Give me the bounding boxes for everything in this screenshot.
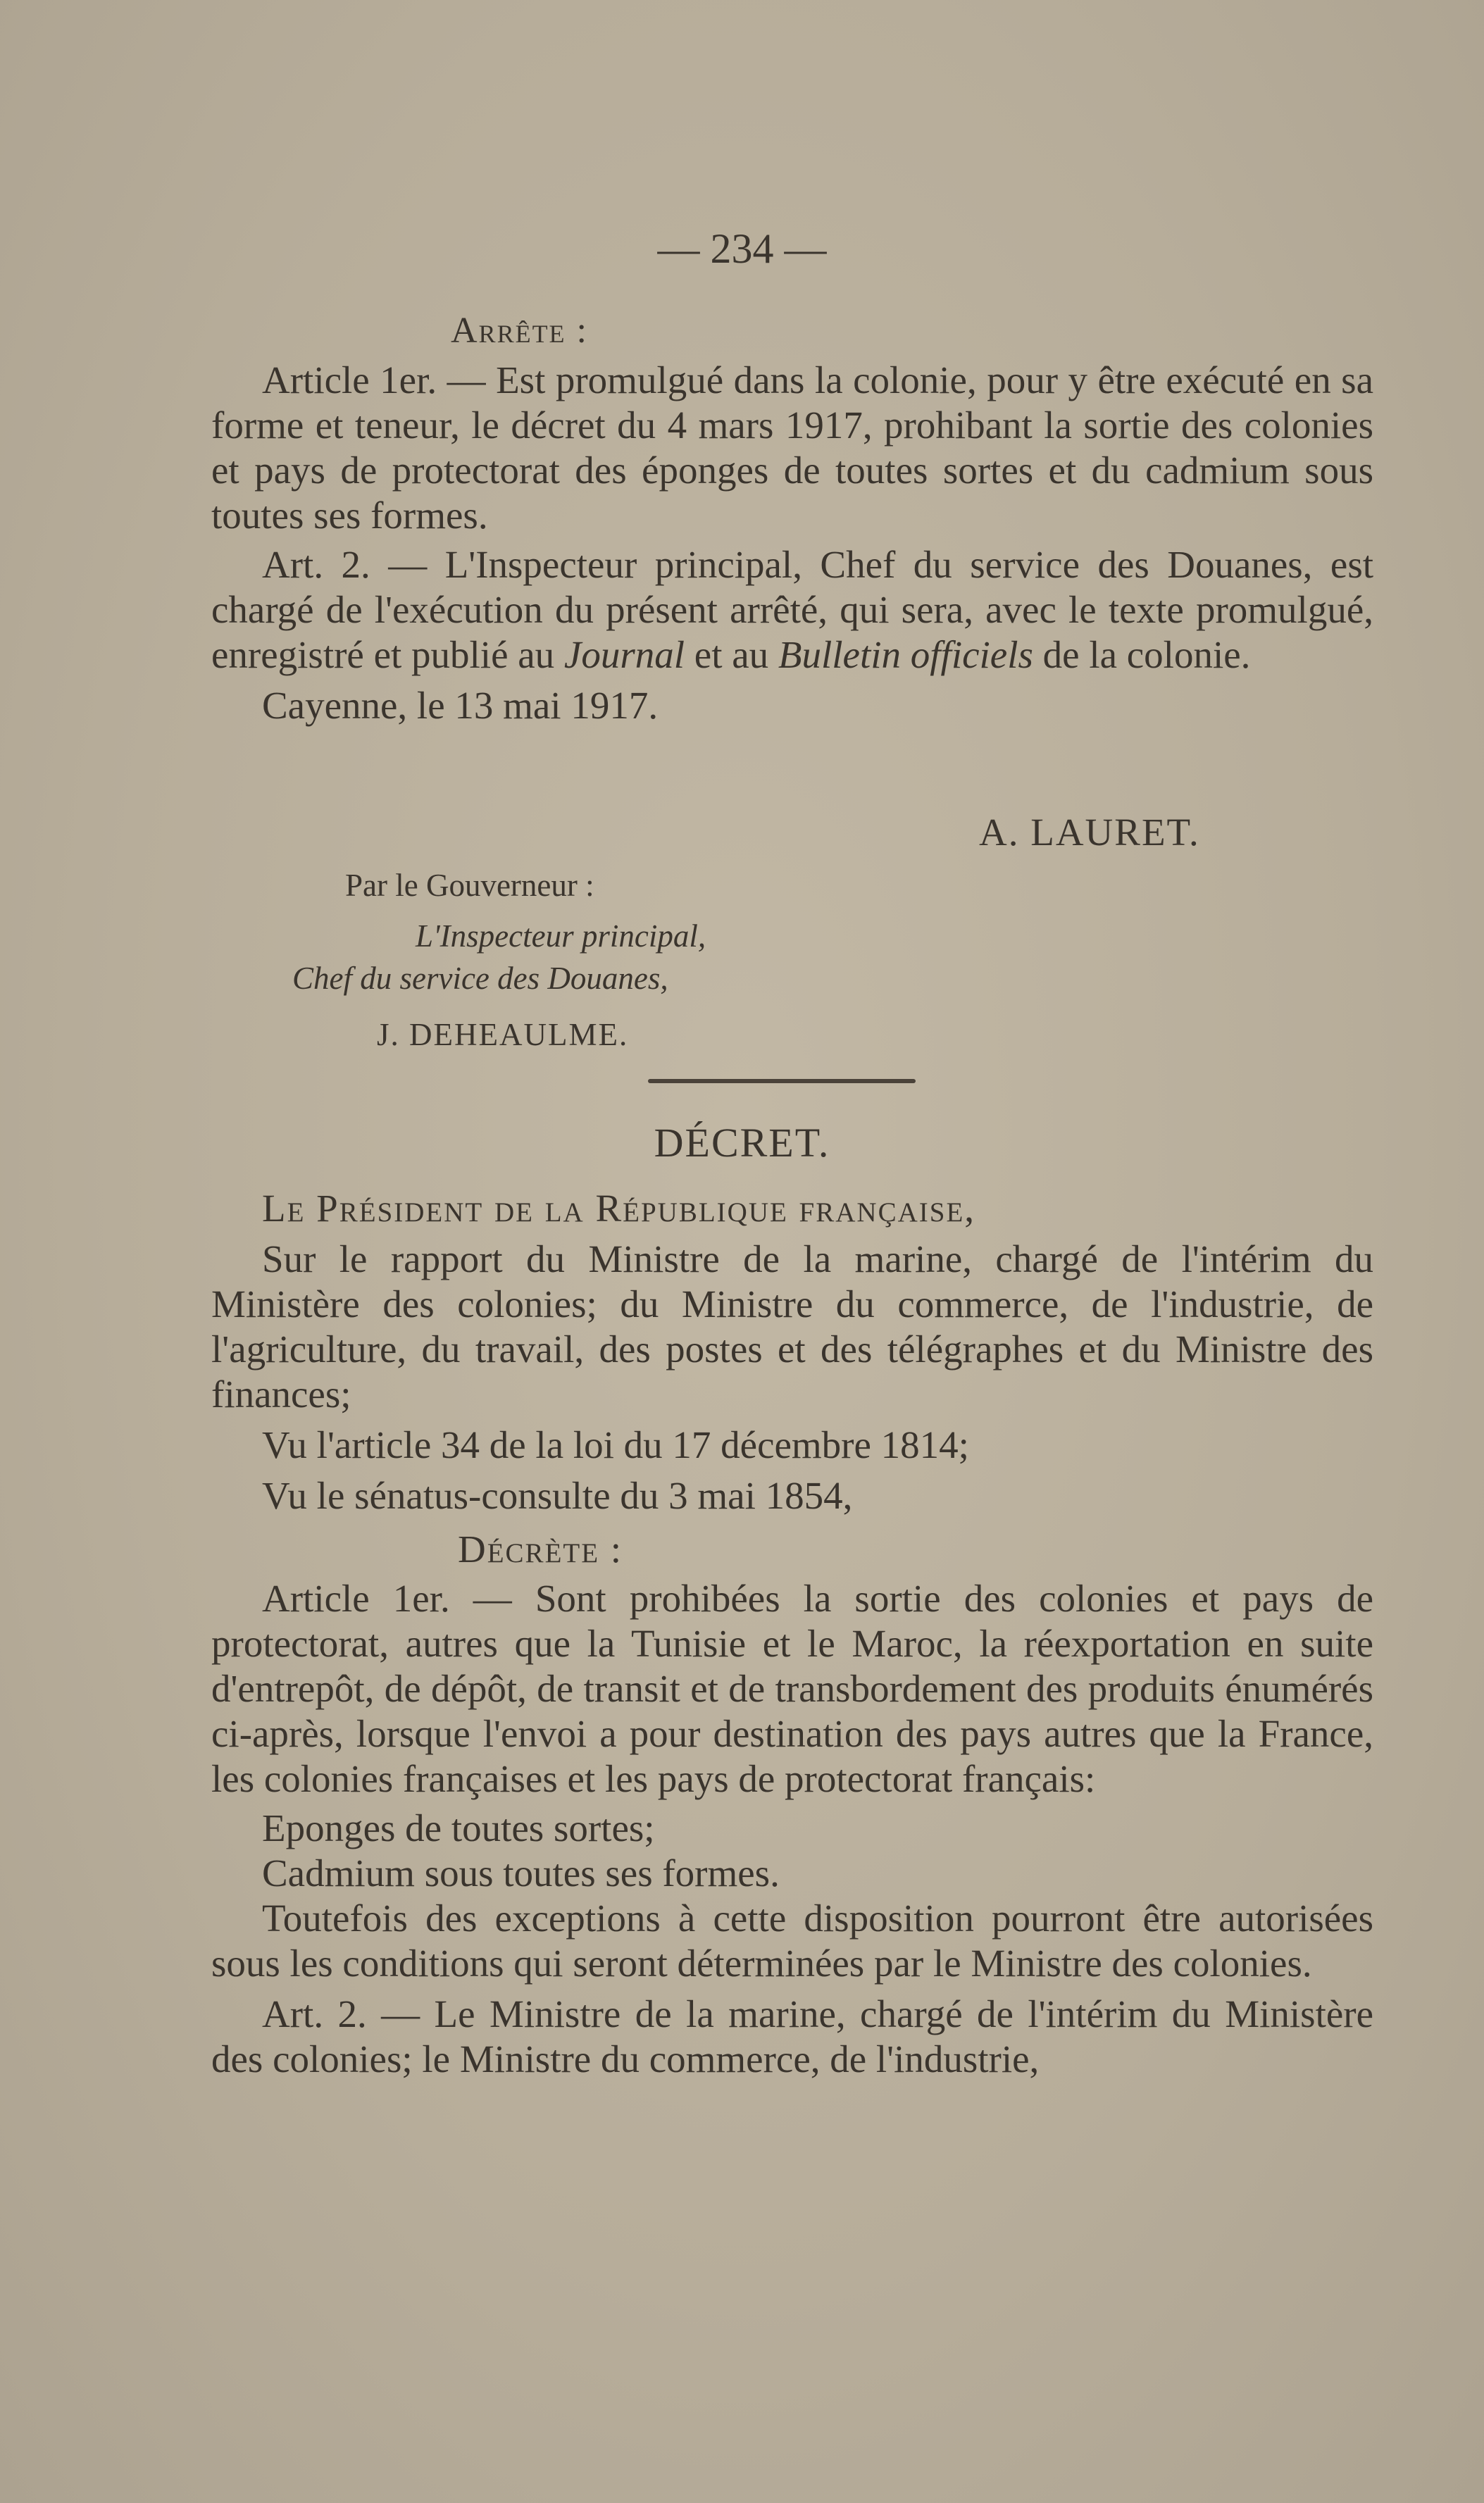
journal-ref: Journal bbox=[563, 633, 685, 676]
vu-line-1: Vu l'article 34 de la loi du 17 décembre 1814; bbox=[262, 1423, 969, 1466]
decrete-heading: Décrète : bbox=[458, 1528, 623, 1571]
decret-exceptions: Toutefois des exceptions à cette disposition pourront être autorisées sous les conditions qui seront déterminées par le Ministre des colonies. bbox=[211, 1897, 1373, 1985]
arrete-article-1: Article 1er. — Est promulgué dans la colonie, pour y être exécuté en sa forme et teneur, le décret du 4 mars 1917, prohibant la sortie des colonies et pays de protectorat des éponges de toutes sortes et du cadmium sous toutes ses formes. bbox=[211, 358, 1373, 537]
countersign-name: J. DEHEAULME. bbox=[377, 1017, 629, 1052]
list-item: Cadmium sous toutes ses formes. bbox=[262, 1852, 780, 1895]
decret-heading: DÉCRET. bbox=[654, 1120, 830, 1166]
arrete-article-2 bbox=[211, 542, 1373, 678]
section-divider bbox=[648, 1079, 916, 1083]
arrete-article-2-text-b: et au bbox=[685, 633, 778, 676]
countersign-intro: Par le Gouverneur : bbox=[345, 868, 594, 903]
president-line: Le Président de la République française, bbox=[262, 1187, 976, 1230]
bulletin-ref: Bulletin officiels bbox=[778, 633, 1033, 676]
decret-para-1: Sur le rapport du Ministre de la marine, chargé de l'intérim du Ministère des colonies; du Ministre du commerce, de l'industrie, de l'agriculture, du travail, des postes et des télégraphes et du Ministre des finances; bbox=[211, 1237, 1373, 1416]
governor-signature: A. LAURET. bbox=[979, 811, 1200, 854]
arrete-article-2-text-a: Art. 2. — L'Inspecteur principal, Chef du service des Douanes, est chargé de l'exécution du présent arrêté, qui sera, avec le texte promulgué, enregistré et publié au bbox=[211, 543, 1373, 676]
decret-article-2: Art. 2. — Le Ministre de la marine, chargé de l'intérim du Ministère des colonies; le Ministre du commerce, de l'industrie, bbox=[211, 1992, 1373, 2080]
countersign-title-2: Chef du service des Douanes, bbox=[292, 961, 668, 996]
countersign-title-1: L'Inspecteur principal, bbox=[416, 918, 706, 954]
place-date: Cayenne, le 13 mai 1917. bbox=[262, 684, 659, 727]
arrete-article-2-text-c: de la colonie. bbox=[1033, 633, 1251, 676]
decret-article-1: Article 1er. — Sont prohibées la sortie des colonies et pays de protectorat, autres que la Tunisie et le Maroc, la réexportation en suite d'entrepôt, de dépôt, de transit et de transbordement des produits énumérés ci-après, lorsque l'envoi a pour destination des pays autres que la France, les colonies françaises et les pays de protectorat français: bbox=[211, 1577, 1373, 1800]
page-number: — 234 — bbox=[657, 225, 827, 272]
vu-line-2: Vu le sénatus-consulte du 3 mai 1854, bbox=[262, 1474, 853, 1517]
arrete-body bbox=[211, 358, 1373, 728]
list-item: Eponges de toutes sortes; bbox=[262, 1806, 655, 1849]
decret-body bbox=[211, 1186, 1373, 2082]
arrete-heading: Arrête : bbox=[451, 311, 588, 351]
